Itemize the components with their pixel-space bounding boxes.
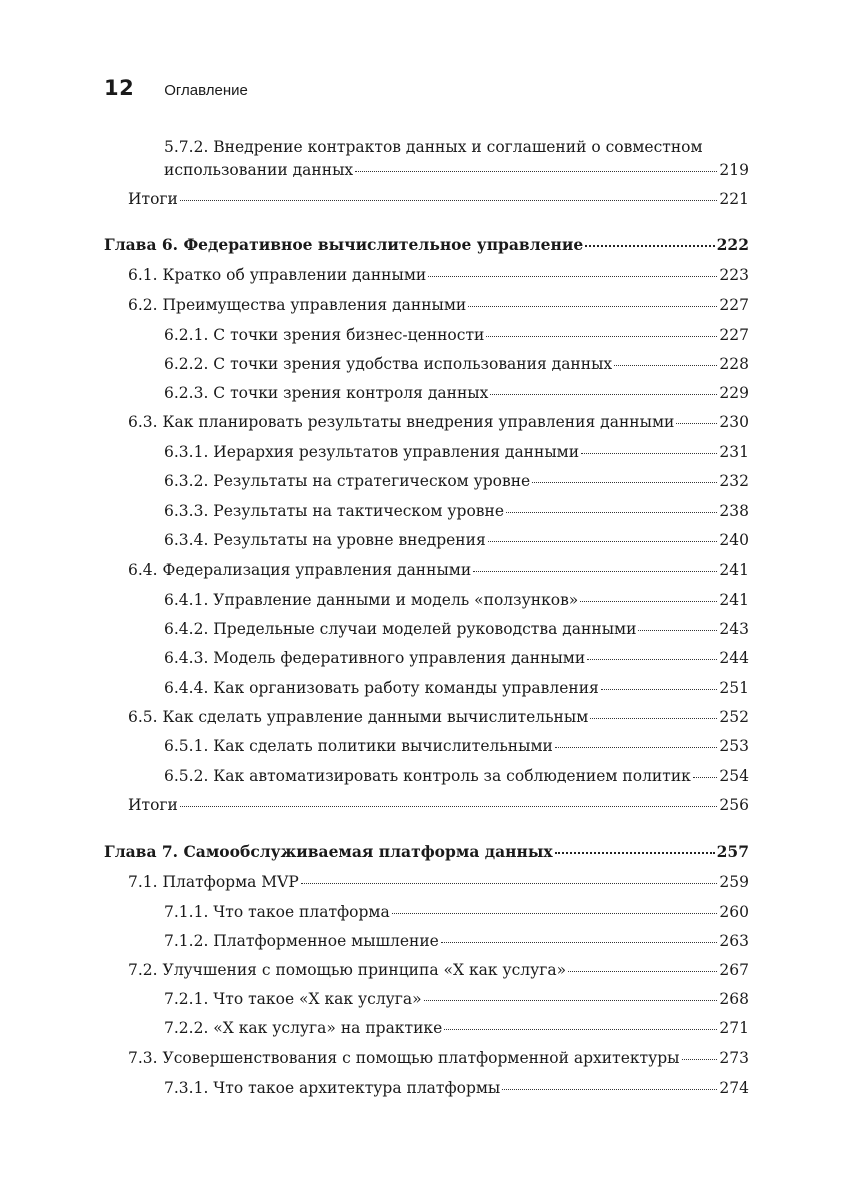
toc-entry-page: 274 bbox=[719, 1079, 749, 1097]
toc-entry-title: Итоги bbox=[128, 796, 178, 814]
toc-entry-page: 244 bbox=[719, 649, 749, 667]
toc-entry-page: 252 bbox=[719, 708, 749, 726]
toc-entry-title: 6.2. Преимущества управления данными bbox=[128, 296, 467, 314]
toc-entry-page: 271 bbox=[719, 1019, 749, 1037]
toc-entry bbox=[164, 619, 749, 639]
toc-entry-page: 273 bbox=[719, 1049, 749, 1067]
toc-entry-page: 221 bbox=[719, 190, 749, 208]
toc-entry bbox=[128, 295, 749, 315]
toc-entry-title: 7.2.2. «X как услуга» на практике bbox=[164, 1019, 443, 1037]
toc-entry-page: 267 bbox=[719, 961, 749, 979]
toc-entry-title: 6.2.2. С точки зрения удобства использования данных bbox=[164, 355, 613, 373]
toc-entry bbox=[164, 325, 749, 345]
toc-entry-title: 6.2.1. С точки зрения бизнес-ценности bbox=[164, 326, 485, 344]
toc-entry-page: 254 bbox=[719, 767, 749, 785]
toc-entry-page: 223 bbox=[719, 266, 749, 284]
toc-entry bbox=[164, 931, 749, 951]
toc-entry-page: 251 bbox=[719, 679, 749, 697]
toc-entry-page: 227 bbox=[719, 296, 749, 314]
toc-entry-title: 6.4.4. Как организовать работу команды управления bbox=[164, 679, 599, 697]
toc-chapter-entry bbox=[104, 842, 749, 862]
toc-entry-title: 6.4.2. Предельные случаи моделей руководства данными bbox=[164, 620, 637, 638]
toc-leader-dots bbox=[682, 1058, 718, 1060]
page-number: 12 bbox=[104, 76, 135, 100]
toc-entry-page: 241 bbox=[719, 591, 749, 609]
toc-entry bbox=[128, 872, 749, 892]
toc-leader-dots bbox=[301, 882, 718, 884]
toc-entry bbox=[128, 560, 749, 580]
toc-entry bbox=[164, 501, 749, 521]
toc-entry-title: 7.3. Усовершенствования с помощью платформенной архитектуры bbox=[128, 1049, 680, 1067]
toc-entry-title: 6.5.1. Как сделать политики вычислительными bbox=[164, 737, 553, 755]
toc-entry bbox=[164, 442, 749, 462]
toc-entry-title: 6.5. Как сделать управление данными вычислительным bbox=[128, 708, 589, 726]
toc-entry-page: 259 bbox=[719, 873, 749, 891]
toc-entry-title: 7.1.1. Что такое платформа bbox=[164, 903, 390, 921]
toc-entry bbox=[164, 989, 749, 1009]
toc-entry bbox=[164, 530, 749, 550]
toc-entry-title: 6.1. Кратко об управлении данными bbox=[128, 266, 427, 284]
toc-leader-dots bbox=[441, 941, 718, 943]
toc-leader-dots bbox=[502, 1088, 717, 1090]
toc-chapter-entry bbox=[104, 235, 749, 255]
toc-leader-dots bbox=[532, 481, 717, 483]
toc-entry bbox=[128, 707, 749, 727]
toc-leader-dots bbox=[428, 275, 717, 277]
toc-leader-dots bbox=[488, 540, 718, 542]
toc-entry-text: 5.7.2. Внедрение контрактов данных и соглашений о совместном bbox=[164, 138, 703, 156]
toc-leader-dots bbox=[473, 570, 717, 572]
toc-entry bbox=[164, 736, 749, 756]
toc-entry-page: 241 bbox=[719, 561, 749, 579]
toc-entry-title: 6.3. Как планировать результаты внедрения управления данными bbox=[128, 413, 675, 431]
toc-entry-title: 7.1.2. Платформенное мышление bbox=[164, 932, 439, 950]
toc-leader-dots bbox=[693, 776, 718, 778]
toc-entry-title: 7.2. Улучшения с помощью принципа «X как услуга» bbox=[128, 961, 567, 979]
toc-leader-dots bbox=[180, 199, 718, 201]
toc-leader-dots bbox=[601, 688, 718, 690]
toc-entry-page: 230 bbox=[719, 413, 749, 431]
toc-leader-dots bbox=[506, 511, 717, 513]
toc-entry bbox=[164, 383, 749, 403]
toc-leader-dots bbox=[568, 970, 717, 972]
toc-entry bbox=[128, 412, 749, 432]
toc-entry-title: Глава 7. Самообслуживаемая платформа данных bbox=[104, 842, 553, 861]
toc-entry-title: использовании данных bbox=[164, 161, 354, 179]
toc-entry bbox=[164, 471, 749, 491]
toc-entry bbox=[128, 960, 749, 980]
toc-entry-page: 228 bbox=[719, 355, 749, 373]
toc-entry-title: 7.3.1. Что такое архитектура платформы bbox=[164, 1079, 501, 1097]
toc-entry-page: 222 bbox=[716, 235, 749, 254]
toc-entry-title: 6.3.1. Иерархия результатов управления данными bbox=[164, 443, 580, 461]
toc-leader-dots bbox=[580, 600, 717, 602]
toc-leader-dots bbox=[486, 335, 717, 337]
toc-leader-dots bbox=[444, 1028, 717, 1030]
toc-leader-dots bbox=[587, 658, 717, 660]
toc-leader-dots bbox=[490, 393, 717, 395]
toc-leader-dots bbox=[590, 717, 717, 719]
toc-leader-dots bbox=[638, 629, 717, 631]
toc-entry bbox=[164, 590, 749, 610]
toc-entry bbox=[164, 648, 749, 668]
toc-entry bbox=[164, 1078, 749, 1098]
toc-entry bbox=[164, 354, 749, 374]
toc-entry-title: 7.2.1. Что такое «X как услуга» bbox=[164, 990, 422, 1008]
toc-entry-title: 6.4. Федерализация управления данными bbox=[128, 561, 472, 579]
toc-leader-dots bbox=[468, 305, 717, 307]
toc-entry-title: Глава 6. Федеративное вычислительное управление bbox=[104, 235, 584, 254]
toc-entry-page: 231 bbox=[719, 443, 749, 461]
toc-entry bbox=[128, 265, 749, 285]
toc-entry-page: 219 bbox=[719, 161, 749, 179]
toc-entry-page: 253 bbox=[719, 737, 749, 755]
toc-entry bbox=[164, 1018, 749, 1038]
toc-entry-page: 260 bbox=[719, 903, 749, 921]
toc-leader-dots bbox=[555, 746, 718, 748]
toc-leader-dots bbox=[392, 912, 718, 914]
toc-entry bbox=[164, 160, 749, 180]
toc-entry-page: 257 bbox=[716, 842, 749, 861]
toc-entry-page: 240 bbox=[719, 531, 749, 549]
toc-entry bbox=[128, 795, 749, 815]
toc-entry bbox=[128, 189, 749, 209]
toc-entry bbox=[164, 902, 749, 922]
page-header bbox=[104, 76, 248, 100]
toc-entry-title: 7.1. Платформа MVP bbox=[128, 873, 299, 891]
toc-entry-page: 256 bbox=[719, 796, 749, 814]
toc-leader-dots bbox=[585, 244, 714, 247]
toc-entry-title: 6.4.1. Управление данными и модель «ползунков» bbox=[164, 591, 579, 609]
toc-entry-title: 6.3.4. Результаты на уровне внедрения bbox=[164, 531, 486, 549]
toc-entry-title: 6.3.2. Результаты на стратегическом уровне bbox=[164, 472, 531, 490]
toc-leader-dots bbox=[180, 805, 718, 807]
toc-entry-page: 229 bbox=[719, 384, 749, 402]
toc-entry bbox=[164, 678, 749, 698]
toc-entry-title: 6.5.2. Как автоматизировать контроль за соблюдением политик bbox=[164, 767, 691, 785]
toc-entry-title: 6.3.3. Результаты на тактическом уровне bbox=[164, 502, 505, 520]
toc-entry bbox=[128, 1048, 749, 1068]
toc-entry-page: 238 bbox=[719, 502, 749, 520]
toc-entry-page: 263 bbox=[719, 932, 749, 950]
toc-entry-title: 6.4.3. Модель федеративного управления данными bbox=[164, 649, 586, 667]
toc-entry-title: Итоги bbox=[128, 190, 178, 208]
toc-leader-dots bbox=[355, 170, 717, 172]
toc-entry-title: 6.2.3. С точки зрения контроля данных bbox=[164, 384, 489, 402]
toc-leader-dots bbox=[555, 851, 715, 854]
toc-leader-dots bbox=[614, 364, 717, 366]
toc-entry-page: 268 bbox=[719, 990, 749, 1008]
toc-leader-dots bbox=[581, 452, 717, 454]
running-title: Оглавление bbox=[164, 82, 248, 99]
toc-entry-page: 227 bbox=[719, 326, 749, 344]
toc-entry bbox=[164, 766, 749, 786]
toc-entry-page: 243 bbox=[719, 620, 749, 638]
toc-entry-page: 232 bbox=[719, 472, 749, 490]
toc-leader-dots bbox=[676, 422, 717, 424]
toc-leader-dots bbox=[424, 999, 718, 1001]
